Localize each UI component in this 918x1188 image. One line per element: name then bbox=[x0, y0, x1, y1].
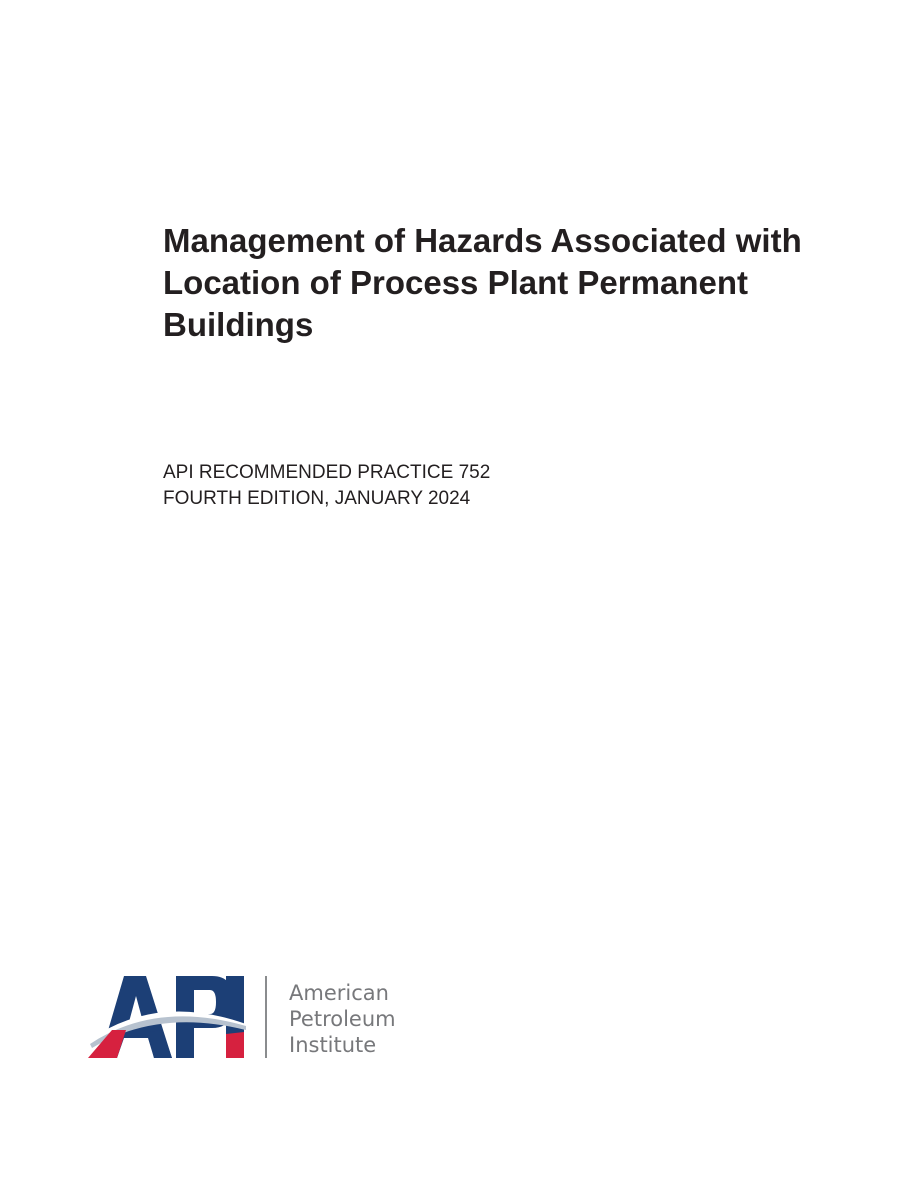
title-line-1: Management of Hazards Associated with bbox=[163, 222, 802, 259]
document-designation: API RECOMMENDED PRACTICE 752 bbox=[163, 462, 491, 483]
document-subtitle bbox=[163, 460, 490, 512]
logo-word-institute: Institute bbox=[289, 1033, 377, 1057]
document-title bbox=[163, 220, 893, 346]
document-edition: FOURTH EDITION, JANUARY 2024 bbox=[163, 488, 471, 509]
logo-word-american: American bbox=[289, 981, 389, 1005]
title-line-2: Location of Process Plant Permanent bbox=[163, 264, 748, 301]
api-logo bbox=[86, 972, 426, 1064]
logo-wordmark bbox=[289, 980, 396, 1058]
title-line-3: Buildings bbox=[163, 306, 314, 343]
logo-word-petroleum: Petroleum bbox=[289, 1007, 396, 1031]
api-logo-mark bbox=[86, 972, 256, 1062]
logo-divider bbox=[265, 976, 267, 1058]
